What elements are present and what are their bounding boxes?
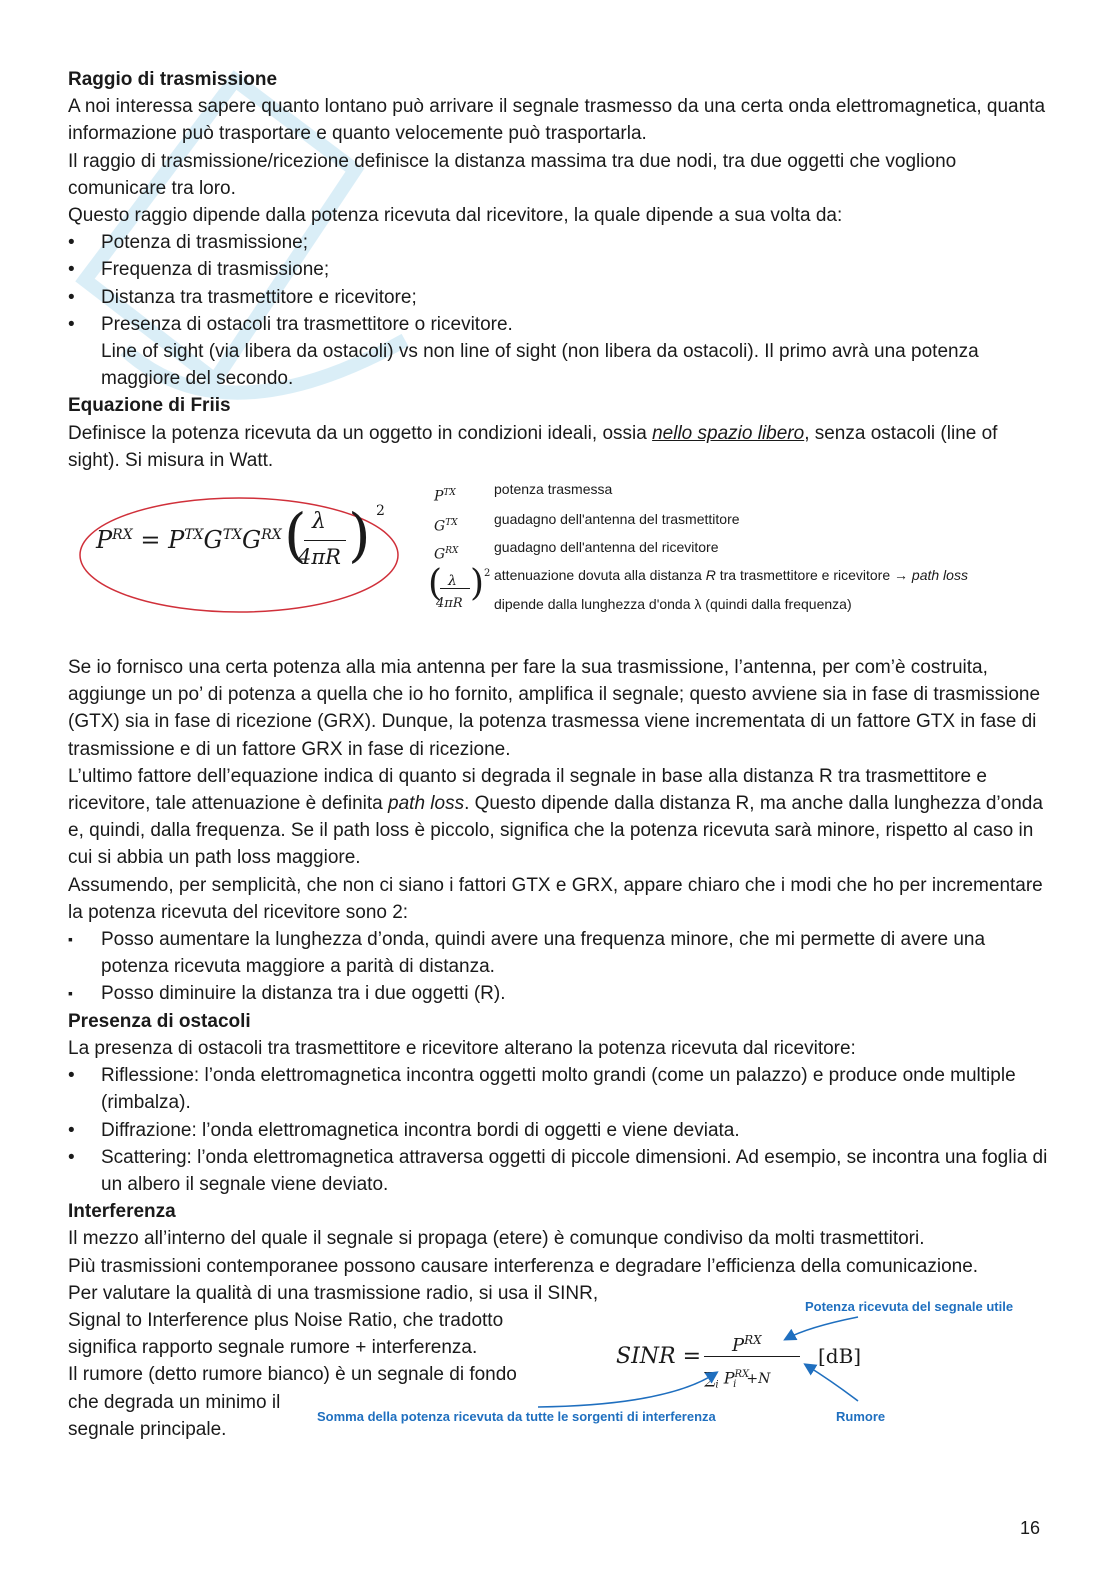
- sinr-block: [68, 1298, 1048, 1447]
- legend-fraction: ( λ 4πR ) 2: [428, 563, 491, 612]
- sinr-text: Signal to Interference plus Noise Ratio, che tradotto significa rapporto segnale rumore + interferenza. Il rumore (detto rumore bianco) è un segnale di fondo che degrada un minimo il segnale principale.: [68, 1309, 517, 1440]
- list-item: • Frequenza di trasmissione;: [68, 256, 1048, 283]
- list-item: • Scattering: l’onda elettromagnetica attraversa oggetti di piccole dimensioni. Ad esempio, se incontra una foglia di un albero il segnale viene deviato.: [68, 1144, 1048, 1198]
- paragraph: Definisce la potenza ricevuta da un oggetto in condizioni ideali, ossia nello spazio libero, senza ostacoli (line of sight). Si misura in Watt.: [68, 422, 998, 471]
- list-item: ▪ Posso aumentare la lunghezza d’onda, quindi avere una frequenza minore, che mi permette di avere una potenza ricevuta maggiore a parità di distanza.: [68, 926, 1048, 980]
- sinr-arrows: [68, 1287, 1048, 1437]
- paragraph: Più trasmissioni contemporanee possono causare interferenza e degradare l’efficienza della comunicazione.: [68, 1255, 979, 1277]
- list-item: ▪ Posso diminuire la distanza tra i due oggetti (R).: [68, 980, 1048, 1007]
- paragraph: Questo raggio dipende dalla potenza ricevuta dal ricevitore, la quale dipende a sua volta da:: [68, 205, 843, 227]
- label-interference: Somma della potenza ricevuta da tutte le sorgenti di interferenza: [317, 1408, 716, 1424]
- paragraph: Line of sight (via libera da ostacoli) vs non line of sight (non libera da ostacoli). Il primo avrà una potenza maggiore del secondo.: [101, 341, 979, 390]
- legend-attenuation: attenuazione dovuta alla distanza R tra trasmettitore e ricevitore → path loss: [494, 567, 968, 584]
- friis-formula: $P^{RX} = P^{TX}G^{TX}G^{RX}$: [96, 526, 282, 555]
- paragraph: Il mezzo all’interno del quale il segnale si propaga (etere) è comunque condiviso da molti trasmettitori.: [68, 1228, 925, 1250]
- heading-friis: Equazione di Friis: [68, 395, 231, 417]
- heading-ostacoli: Presenza di ostacoli: [68, 1010, 251, 1032]
- label-signal: Potenza ricevuta del segnale utile: [805, 1298, 1014, 1314]
- legend-grx: guadagno dell'antenna del ricevitore: [494, 539, 719, 556]
- paragraph: Per valutare la qualità di una trasmissione radio, si usa il SINR,: [68, 1282, 599, 1304]
- paragraph: A noi interessa sapere quanto lontano può arrivare il segnale trasmesso da una certa onda elettromagnetica, quanta informazione può trasportare e quanto velocemente può trasportarla.: [68, 96, 1046, 145]
- legend-wavelength: dipende dalla lunghezza d'onda λ (quindi dalla frequenza): [494, 596, 852, 613]
- friis-fraction: ( λ 4πR ) 2: [284, 501, 385, 570]
- sinr-formula: SINR = $P^{RX}$ $\sum_i$ $P^{RX}_i +N$ [dB]: [616, 1332, 862, 1391]
- legend-gtx: guadagno dell'antenna del trasmettitore: [494, 511, 740, 528]
- paragraph: L’ultimo fattore dell’equazione indica di quanto si degrada il segnale in base alla distanza R tra trasmettitore e ricevitore, tale attenuazione è definita path loss. Questo dipende dalla distanza R, ma anche dalla lunghezza d’onda e, quindi, dalla frequenza. Se il path loss è piccolo, significa che la potenza ricevuta sarà minore, rispetto al caso in cui si abbia un path loss maggiore.: [68, 765, 1043, 869]
- paragraph: Assumendo, per semplicità, che non ci siano i fattori GTX e GRX, appare chiaro che i modi che ho per incrementare la potenza ricevuta del ricevitore sono 2:: [68, 874, 1043, 923]
- list-item: • Riflessione: l’onda elettromagnetica incontra oggetti molto grandi (come un palazzo) e produce onde multiple (rimbalza).: [68, 1062, 1048, 1116]
- friis-formula-block: $P^{RX} = P^{TX}G^{TX}G^{RX}$ ( λ 4πR ) 2 $P^{TX}$ potenza trasmessa $G^{TX}$ guadagno dell'antenna del trasmettitore $G^{RX}$ guadagno dell'antenna del ricevitore ( λ 4πR ) 2 attenuazione dovuta alla distanza R tra trasmettitore e ricevitore → path loss dipende dalla lunghezza d'onda λ (quindi dalla frequenza): [68, 474, 1048, 650]
- paragraph: Se io fornisco una certa potenza alla mia antenna per fare la sua trasmissione, l’antenna, per com’è costruita, aggiunge un po’ di potenza a quella che io ho fornito, amplifica il segnale; questo avviene sia in fase di trasmissione (GTX) sia in fase di ricezione (GRX). Dunque, la potenza trasmessa viene incrementata di un fattore GTX in fase di trasmissione e di un fattore GRX in fase di ricezione.: [68, 657, 1041, 760]
- square-bullet-list: [68, 926, 1048, 1008]
- bullet-list: [68, 229, 1048, 338]
- paragraph: Il raggio di trasmissione/ricezione definisce la distanza massima tra due nodi, tra due oggetti che vogliono comunicare tra loro.: [68, 150, 957, 199]
- list-item: • Potenza di trasmissione;: [68, 229, 1048, 256]
- label-noise: Rumore: [836, 1408, 886, 1424]
- page-number: 16: [1020, 1518, 1041, 1538]
- heading-interferenza: Interferenza: [68, 1201, 176, 1223]
- heading-raggio: Raggio di trasmissione: [68, 69, 278, 90]
- list-item: • Distanza tra trasmettitore e ricevitore;: [68, 284, 1048, 311]
- document-page: [68, 66, 1048, 1447]
- list-item: • Diffrazione: l’onda elettromagnetica incontra bordi di oggetti e viene deviata.: [68, 1117, 1048, 1144]
- list-item: • Presenza di ostacoli tra trasmettitore o ricevitore.: [68, 311, 1048, 338]
- legend-ptx: potenza trasmessa: [494, 481, 613, 498]
- bullet-list: [68, 1062, 1048, 1198]
- paragraph: La presenza di ostacoli tra trasmettitore e ricevitore alterano la potenza ricevuta dal ricevitore:: [68, 1037, 856, 1059]
